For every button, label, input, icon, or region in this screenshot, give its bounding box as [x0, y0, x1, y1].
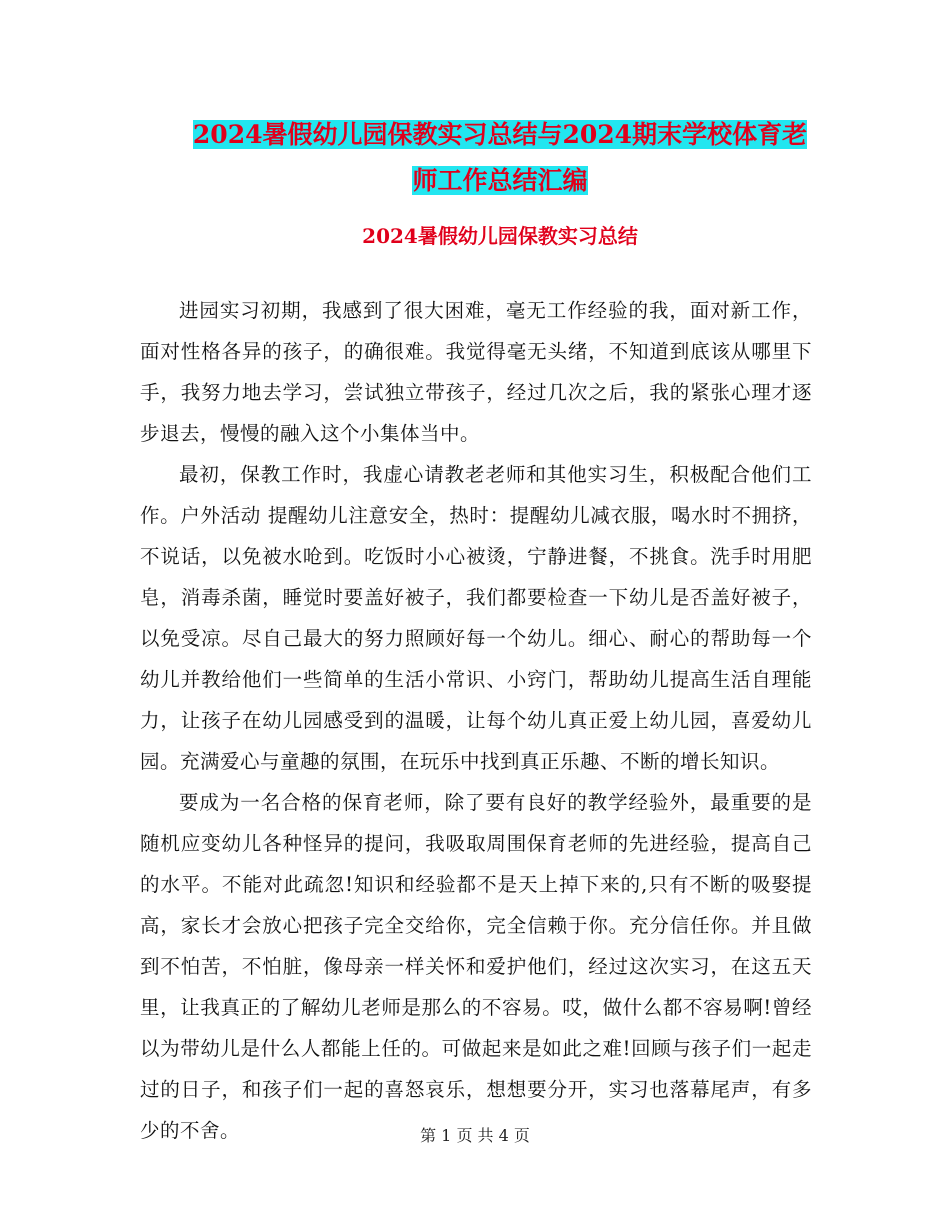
section-title: 2024暑假幼儿园保教实习总结: [362, 224, 638, 248]
document-body: [140, 290, 812, 1151]
document-title-line-2: 师工作总结汇编: [412, 166, 588, 195]
body-paragraph-3: 要成为一名合格的保育老师，除了要有良好的教学经验外，最重要的是随机应变幼儿各种怪异的提问，我吸取周围保育老师的先进经验，提高自己的水平。不能对此疏忽!知识和经验都不是天上掉下来的,只有不断的吸娶提高，家长才会放心把孩子完全交给你，完全信赖于你。充分信任你。并且做到不怕苦，不怕脏，像母亲一样关怀和爱护他们，经过这次实习，在这五天里，让我真正的了解幼儿老师是那么的不容易。哎，做什么都不容易啊!曾经以为带幼儿是什么人都能上任的。可做起来是如此之难!回顾与孩子们一起走过的日子，和孩子们一起的喜怒哀乐，想想要分开，实习也落幕尾声，有多少的不舍。: [140, 791, 812, 1142]
body-paragraph-1: 进园实习初期，我感到了很大困难，毫无工作经验的我，面对新工作，面对性格各异的孩子，的确很难。我觉得毫无头绪，不知道到底该从哪里下手，我努力地去学习，尝试独立带孩子，经过几次之后，我的紧张心理才逐步退去，慢慢的融入这个小集体当中。: [140, 299, 812, 445]
document-title-line-1: 2024暑假幼儿园保教实习总结与2024期末学校体育老: [192, 120, 808, 149]
document-title: [140, 112, 860, 204]
page-footer: 第 1 页 共 4 页: [420, 1126, 530, 1145]
body-paragraph-2: 最初，保教工作时，我虚心请教老老师和其他实习生，积极配合他们工作。户外活动 提醒幼儿注意安全，热时：提醒幼儿减衣服，喝水时不拥挤，不说话，以免被水呛到。吃饭时小心被烫，宁静进餐，不挑食。洗手时用肥皂，消毒杀菌，睡觉时要盖好被子，我们都要检查一下幼儿是否盖好被子，以免受凉。尽自己最大的努力照顾好每一个幼儿。细心、耐心的帮助每一个幼儿并教给他们一些简单的生活小常识、小窍门，帮助幼儿提高生活自理能力，让孩子在幼儿园感受到的温暖，让每个幼儿真正爱上幼儿园，喜爱幼儿园。充满爱心与童趣的氛围，在玩乐中找到真正乐趣、不断的增长知识。: [140, 463, 812, 773]
